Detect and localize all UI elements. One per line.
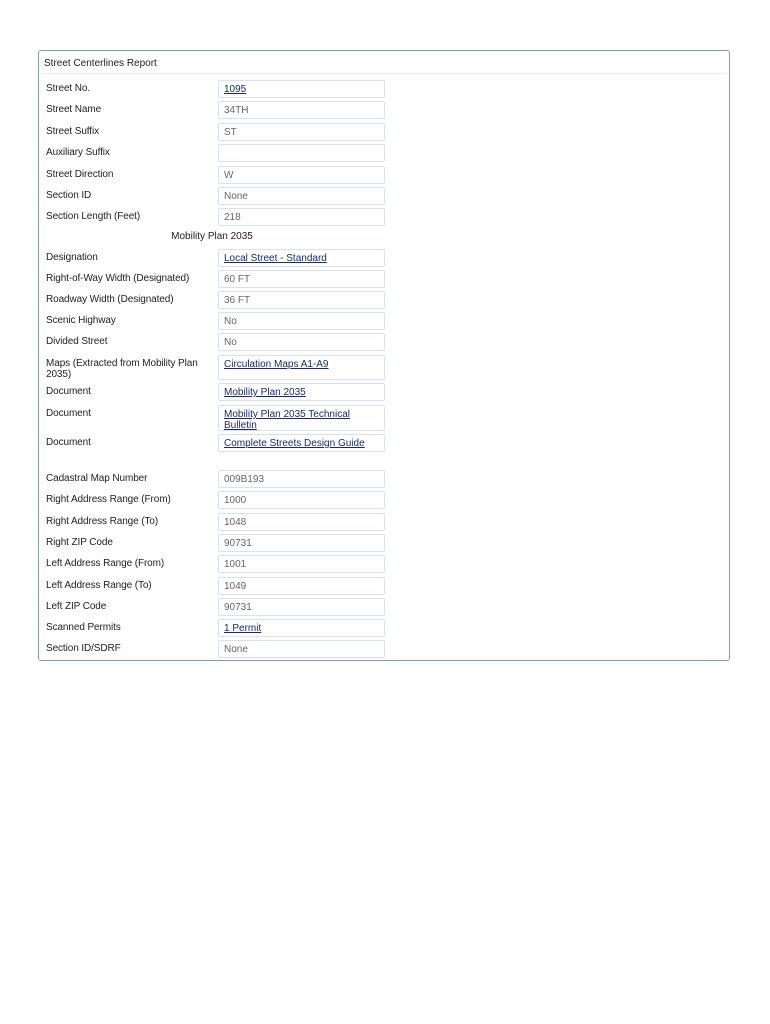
report-row-document bbox=[39, 383, 729, 401]
field-value-link[interactable]: 1095 bbox=[218, 80, 385, 98]
street-centerlines-report bbox=[38, 50, 730, 661]
report-row-maps-extracted-from-mobility-plan-2035 bbox=[39, 355, 729, 380]
field-value: 1000 bbox=[218, 491, 385, 509]
report-row-section-id-sdrf bbox=[39, 640, 729, 658]
field-value: 90731 bbox=[218, 598, 385, 616]
field-label: Section Length (Feet) bbox=[46, 211, 141, 223]
field-value-link[interactable]: Mobility Plan 2035 Technical Bulletin bbox=[218, 405, 385, 431]
field-value: None bbox=[218, 187, 385, 205]
field-value: 218 bbox=[218, 208, 385, 226]
field-value: 1048 bbox=[218, 513, 385, 531]
report-row-auxiliary-suffix bbox=[39, 144, 729, 162]
field-label: Right Address Range (From) bbox=[46, 494, 171, 506]
field-value: W bbox=[218, 166, 385, 184]
title-divider bbox=[41, 73, 727, 74]
field-label: Right-of-Way Width (Designated) bbox=[46, 273, 190, 284]
field-value: 90731 bbox=[218, 534, 385, 552]
report-row-section-length-feet bbox=[39, 208, 729, 226]
field-value bbox=[218, 144, 385, 162]
report-row-right-address-range-from bbox=[39, 491, 729, 509]
report-title: Street Centerlines Report bbox=[44, 58, 157, 69]
field-label: Document bbox=[46, 408, 91, 419]
field-value: 36 FT bbox=[218, 291, 385, 309]
report-row-street-no bbox=[39, 80, 729, 98]
field-label: Document bbox=[46, 386, 91, 397]
report-row-roadway-width-designated bbox=[39, 291, 729, 309]
field-label: Left Address Range (From) bbox=[46, 558, 165, 570]
field-label: Street Name bbox=[46, 104, 102, 116]
field-label: Designation bbox=[46, 252, 98, 263]
field-value: No bbox=[218, 312, 385, 330]
field-label: Left ZIP Code bbox=[46, 600, 107, 612]
report-row-document bbox=[39, 434, 729, 452]
field-label: Maps (Extracted from Mobility Plan 2035) bbox=[46, 358, 198, 380]
field-value: 1001 bbox=[218, 555, 385, 573]
report-row-designation bbox=[39, 249, 729, 267]
report-row-section-id bbox=[39, 187, 729, 205]
report-row-street-direction bbox=[39, 166, 729, 184]
field-label: Roadway Width (Designated) bbox=[46, 294, 174, 305]
field-label: Auxiliary Suffix bbox=[46, 147, 110, 159]
field-label: Left Address Range (To) bbox=[46, 579, 152, 591]
field-label: Section ID bbox=[46, 190, 92, 201]
field-value: ST bbox=[218, 123, 385, 141]
report-row-document bbox=[39, 405, 729, 431]
field-value-link[interactable]: Circulation Maps A1-A9 bbox=[218, 355, 385, 380]
section-heading-mobility-plan: Mobility Plan 2035 bbox=[171, 231, 253, 242]
field-label: Section ID/SDRF bbox=[46, 643, 121, 655]
field-value: No bbox=[218, 333, 385, 351]
field-value: 60 FT bbox=[218, 270, 385, 288]
field-label: Right Address Range (To) bbox=[46, 515, 159, 527]
report-row-right-of-way-width-designated bbox=[39, 270, 729, 288]
report-row-divided-street bbox=[39, 333, 729, 351]
field-value: 009B193 bbox=[218, 470, 385, 488]
report-row-left-zip-code bbox=[39, 598, 729, 616]
report-row-left-address-range-to bbox=[39, 577, 729, 595]
field-value-link[interactable]: Mobility Plan 2035 bbox=[218, 383, 385, 401]
report-row-scenic-highway bbox=[39, 312, 729, 330]
report-row-left-address-range-from bbox=[39, 555, 729, 573]
field-label: Scanned Permits bbox=[46, 622, 121, 634]
report-row-right-zip-code bbox=[39, 534, 729, 552]
field-value: None bbox=[218, 640, 385, 658]
report-row-scanned-permits bbox=[39, 619, 729, 637]
field-label: Cadastral Map Number bbox=[46, 473, 148, 484]
report-row-cadastral-map-number bbox=[39, 470, 729, 488]
field-label: Street Direction bbox=[46, 168, 114, 180]
field-label: Divided Street bbox=[46, 336, 108, 347]
field-label: Document bbox=[46, 437, 91, 448]
field-value-link[interactable]: 1 Permit bbox=[218, 619, 385, 637]
field-value-link[interactable]: Complete Streets Design Guide bbox=[218, 434, 385, 452]
report-row-street-name bbox=[39, 101, 729, 119]
report-row-street-suffix bbox=[39, 123, 729, 141]
field-value: 34TH bbox=[218, 101, 385, 119]
field-label: Street Suffix bbox=[46, 125, 99, 137]
report-row-right-address-range-to bbox=[39, 513, 729, 531]
field-label: Right ZIP Code bbox=[46, 536, 113, 548]
field-label: Scenic Highway bbox=[46, 315, 116, 326]
field-value-link[interactable]: Local Street - Standard bbox=[218, 249, 385, 267]
field-label: Street No. bbox=[46, 83, 91, 94]
field-value: 1049 bbox=[218, 577, 385, 595]
